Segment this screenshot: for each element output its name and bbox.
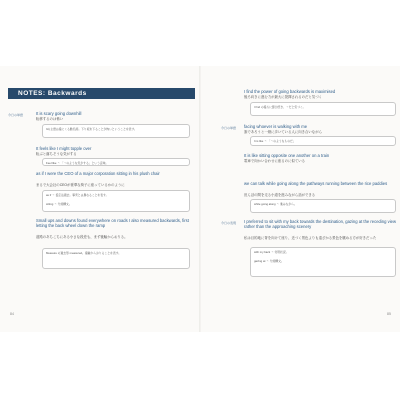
note-box (250, 247, 396, 277)
left-page (0, 66, 199, 332)
entry-english: It is scary going downhill (36, 111, 82, 116)
entry-english: I find the power of going backwards is maximised (244, 89, 336, 94)
entry-english: I preferred to sit with my back towards the destination, gazing at the receding view rather than the approaching scenery (244, 219, 396, 230)
entry-english: Small ups and downs found everywhere on roads I also measured backwards, first letting the back wheel down the ramp (36, 218, 189, 229)
note-text: Measure の過去形 measured。後輪からおりることを表す。 (46, 251, 121, 255)
note-text: gazing at ～ 分詞構文。 (254, 259, 284, 263)
page-number-right: 85 (387, 312, 391, 316)
note-text: sitting ～ 分詞構文。 (46, 202, 72, 206)
note-text: I find の後ろに節が続き、～だと気づく。 (254, 105, 306, 109)
note-box (42, 124, 190, 138)
entry-english: we can talk while going along the pathways running between the rice paddies (244, 181, 388, 186)
entry-english: as if I were the CEO of a major corporation sitting in his plush chair (36, 171, 160, 176)
entry-japanese: 転移するのは怖い (36, 117, 64, 121)
entry-tag: 今日の表現 (221, 221, 237, 225)
note-box (42, 158, 190, 166)
note-box (250, 136, 396, 146)
entry-japanese: 電車で向かい合わせに座るのに似ている (244, 159, 306, 163)
note-box (42, 190, 190, 212)
entry-english: facing whoever is walking with me (244, 124, 308, 129)
entry-english: It is like sitting opposite one another on a train (244, 153, 330, 158)
entry-japanese: 道路のあちこちにある小さな段差も、まず後輪からおりる。 (36, 235, 128, 239)
entry-japanese: 誰であろうと一緒に歩いている人に向き合いながら (244, 130, 322, 134)
right-page (201, 66, 400, 332)
note-box (250, 102, 396, 116)
entry-tag: 今日の単語 (221, 126, 237, 130)
note-text: while going along ～ 進みながら。 (254, 202, 297, 206)
note-text: with my back ～ 付帯状況。 (254, 250, 289, 254)
entry-japanese: 私は目的地に背を向けて座り、近づく景色よりも遠ざかる景色を眺める方が好きだった (244, 236, 377, 240)
section-header-title: NOTES: Backwards (18, 90, 87, 97)
note-text: as if ～ 仮定法過去。事実とは異なることを表す。 (46, 193, 109, 197)
entry-japanese: 転ぶと落ちそうな気がする (36, 152, 77, 156)
note-text: It is like ～ 「～のようなものだ」 (254, 139, 296, 143)
entry-japanese: 田んぼの間を走る小道を進みながら話ができる (244, 193, 316, 197)
entry-japanese: まるで大会社のCEOが豪華な椅子に座っているかのように (36, 183, 125, 187)
note-box (42, 248, 190, 269)
note-text: Itの主語は後にくる動名詞。下り坂を下ることが怖いということを表す。 (46, 127, 137, 131)
entry-japanese: 後ろ向きに進む力が最大に発揮されるのだと気づく (244, 95, 322, 99)
note-box (250, 199, 396, 213)
note-text: Feel like ～ 「～のような気がする」という意味。 (46, 161, 109, 165)
book-spread (0, 66, 400, 332)
entry-english: It feels like I might topple over (36, 146, 92, 151)
entry-tag: 今日の単語 (8, 113, 24, 117)
page-number-left: 84 (10, 312, 14, 316)
